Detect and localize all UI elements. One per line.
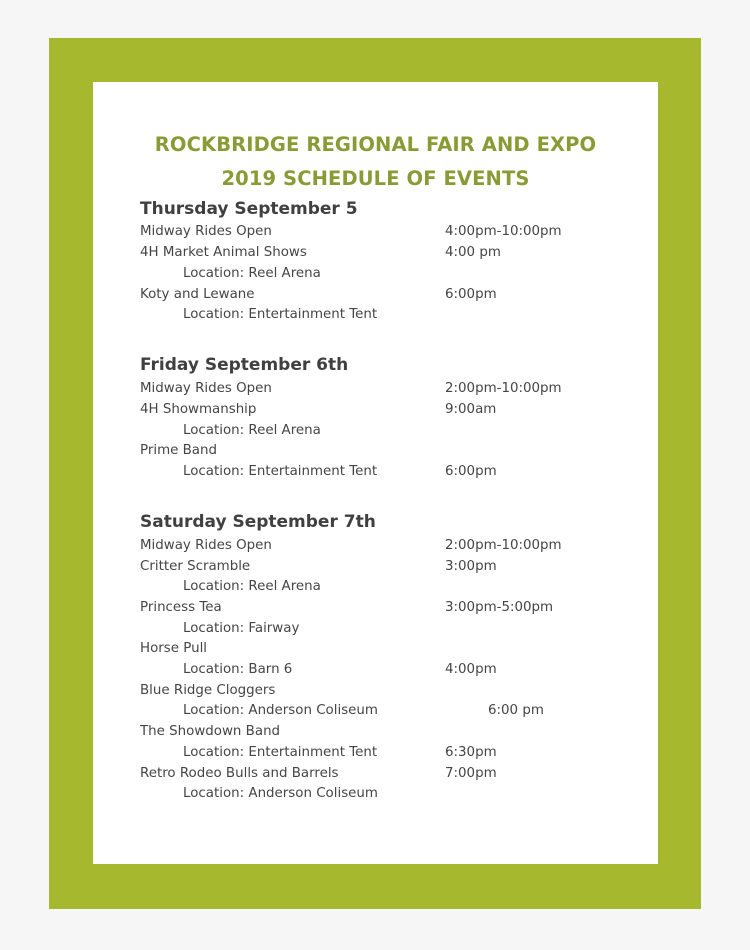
event-time: 4:00pm [445,662,497,677]
event-time: 4:00pm-10:00pm [445,224,562,239]
event-location: Location: Entertainment Tent [183,464,378,479]
event-time: 2:00pm-10:00pm [445,538,562,553]
page-subtitle: 2019 SCHEDULE OF EVENTS [221,167,530,190]
event-location: Location: Reel Arena [183,266,321,281]
event-time: 6:00 pm [488,703,544,718]
event-name: Horse Pull [140,641,208,656]
event-time: 7:00pm [445,766,497,781]
event-time: 6:00pm [445,287,497,302]
event-name: Princess Tea [140,600,222,615]
event-name: Midway Rides Open [140,224,272,239]
event-name: Critter Scramble [140,559,251,574]
event-time: 9:00am [445,402,497,417]
schedule-card [93,82,658,864]
event-location: Location: Barn 6 [183,662,293,677]
event-name: 4H Market Animal Shows [140,245,307,260]
page-title: ROCKBRIDGE REGIONAL FAIR AND EXPO [154,133,597,156]
event-location: Location: Entertainment Tent [183,307,378,322]
event-time: 3:00pm [445,559,497,574]
event-time: 3:00pm-5:00pm [445,600,554,615]
event-name: The Showdown Band [140,724,281,739]
event-time: 2:00pm-10:00pm [445,381,562,396]
event-name: 4H Showmanship [140,402,257,417]
event-name: Blue Ridge Cloggers [140,683,276,698]
event-name: Midway Rides Open [140,381,272,396]
event-time: 6:30pm [445,745,497,760]
day-heading-thursday: Thursday September 5 [140,199,358,219]
event-location: Location: Anderson Coliseum [183,786,378,801]
day-heading-friday: Friday September 6th [140,355,349,375]
event-location: Location: Reel Arena [183,579,321,594]
event-location: Location: Anderson Coliseum [183,703,378,718]
event-location: Location: Entertainment Tent [183,745,378,760]
event-location: Location: Fairway [183,621,300,636]
event-name: Midway Rides Open [140,538,272,553]
event-name: Koty and Lewane [140,287,255,302]
event-location: Location: Reel Arena [183,423,321,438]
event-time: 4:00 pm [445,245,501,260]
day-heading-saturday: Saturday September 7th [140,512,376,532]
event-name: Retro Rodeo Bulls and Barrels [140,766,339,781]
event-time: 6:00pm [445,464,497,479]
event-name: Prime Band [140,443,217,458]
